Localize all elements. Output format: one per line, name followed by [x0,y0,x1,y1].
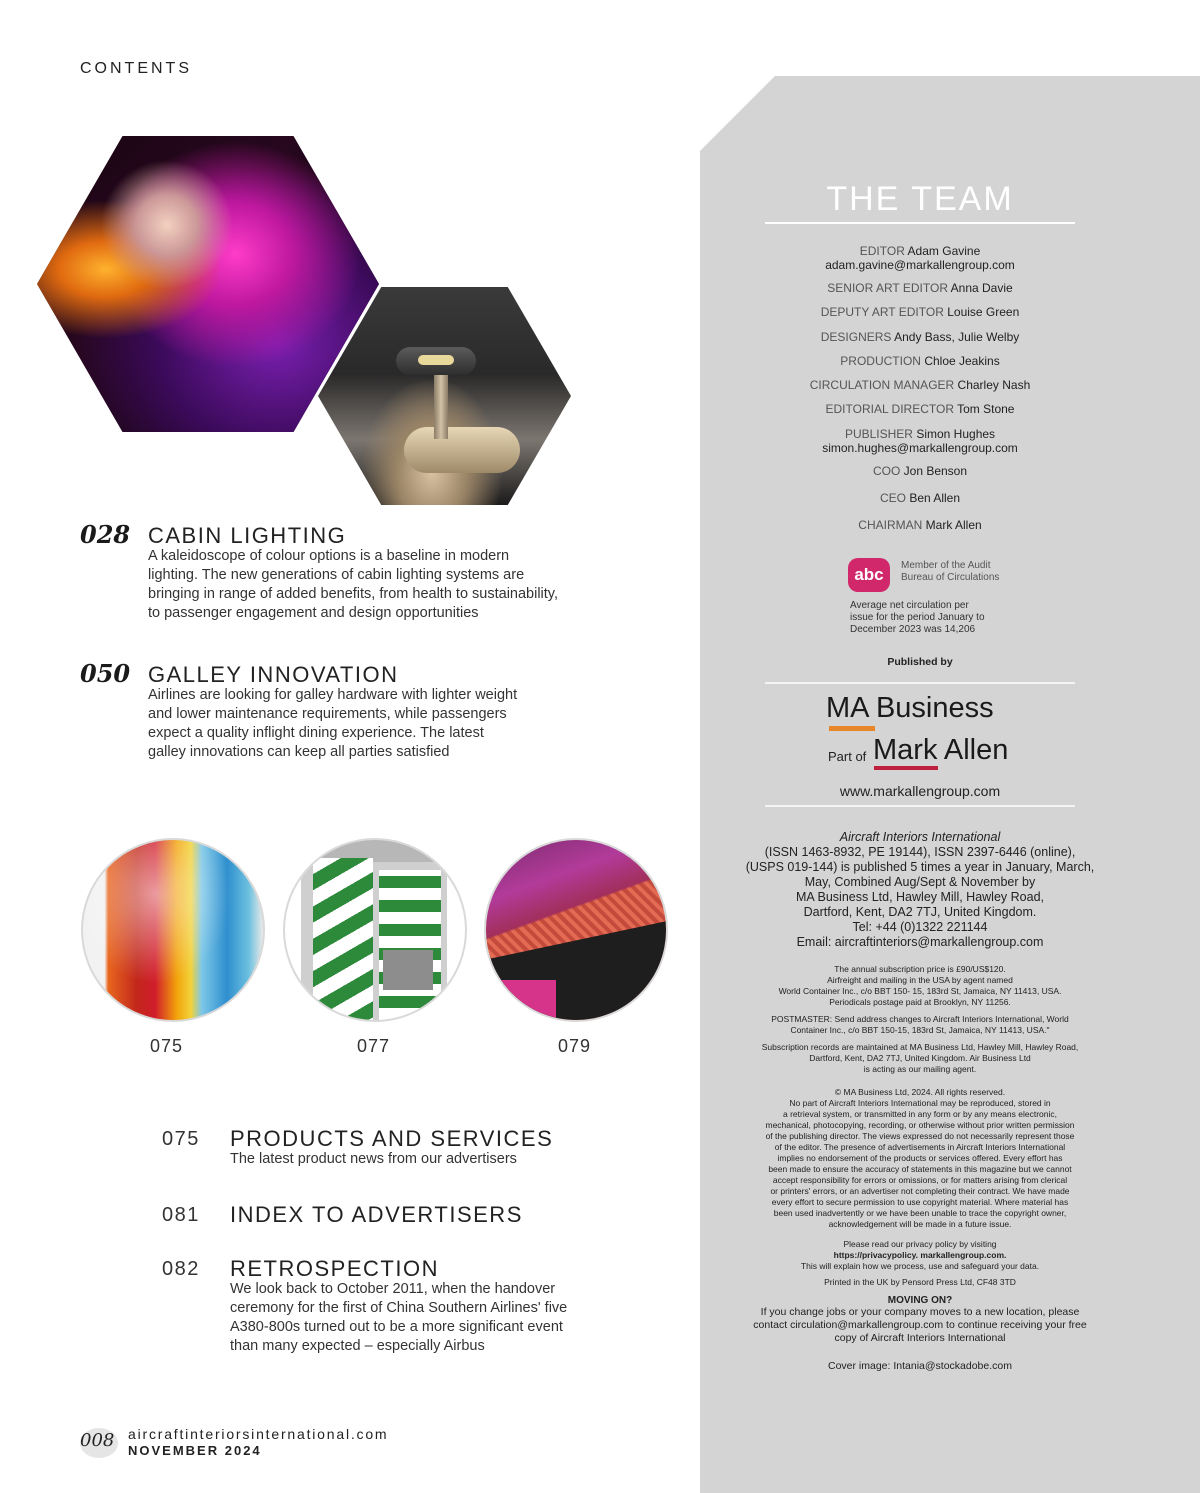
staff-publisher: PUBLISHER Simon Hughes simon.hughes@markallengroup.com [822,427,1018,455]
page-ref-label: 079 [558,1036,592,1056]
footer-date: NOVEMBER 2024 [128,1443,262,1458]
staff-editor: EDITOR Adam Gavine adam.gavine@markallengroup.com [825,244,1015,272]
records-info: Subscription records are maintained at MA Business Ltd, Hawley Mill, Hawley Road, Dartford, Kent, DA2 7TJ, United Kingdom. Air Business Ltd is acting as our mailing agent. [761,1042,1079,1074]
footer-url[interactable]: aircraftinteriorsinternational.com [128,1426,389,1442]
feature-number: 050 [80,659,131,688]
divider [765,682,1075,684]
abc-logo: abc [848,558,890,592]
feature-title: CABIN LIGHTING [148,523,347,548]
staff-production: PRODUCTION Chloe Jeakins [840,354,1000,368]
page-ref-label: 077 [357,1036,391,1056]
imprint-details: Aircraft Interiors International (ISSN 1463-8932, PE 19144), ISSN 2397-6446 (online), (USPS 019-144) is published 5 times a year in January, March, May, Combined Aug/Sept & November by MA Business Ltd, Hawley Mill, Hawley Road, Dartford, Kent, DA2 7TJ, United Kingdom. Tel: +44 (0)1322 221144 Email: aircraftinteriors@markallengroup.com [745,830,1095,949]
abc-membership-text: Member of the Audit Bureau of Circulations [901,560,1000,583]
staff-editorial-director: EDITORIAL DIRECTOR Tom Stone [825,402,1015,416]
page-ref-label: 075 [150,1036,184,1056]
section-description: We look back to October 2011, when the handover ceremony for the first of China Southern Airlines' five A380-800s turned out to be a more significant event than many expected – especially Airbus [230,1281,568,1354]
section-number: 082 [162,1258,200,1280]
team-divider [765,222,1075,224]
staff-senior-art-editor: SENIOR ART EDITOR Anna Davie [827,281,1013,295]
section-number: 075 [162,1128,200,1150]
section-description: The latest product news from our advertisers [230,1151,517,1167]
publisher-website[interactable]: www.markallengroup.com [839,783,1001,799]
staff-coo: COO Jon Benson [872,464,968,478]
staff-designers: DESIGNERS Andy Bass, Julie Welby [820,330,1020,344]
ma-business-logo: MA Business [826,692,994,724]
page-number: 008 [80,1430,115,1451]
mark-allen-underline [874,766,938,770]
staff-chairman: CHAIRMAN Mark Allen [858,518,982,532]
galley-cart-image [283,838,467,1022]
staff-ceo: CEO Ben Allen [879,491,961,505]
mark-allen-logo: Mark Allen [873,734,1009,766]
feature-description: Airlines are looking for galley hardware with lighter weight and lower maintenance requirements, while passengers expect a quality inflight dining experience. The latest galley innovations can keep all parties satisfied [148,687,518,760]
moving-on-notice: MOVING ON? If you change jobs or your company moves to a new location, please contact circulation@markallengroup.com to continue receiving your free copy of Aircraft Interiors International [753,1295,1087,1344]
cover-credit: Cover image: Intania@stockadobe.com [827,1360,1012,1372]
feature-title: GALLEY INNOVATION [148,662,399,687]
colour-panels-image [81,838,265,1022]
published-by-label: Published by [887,656,953,668]
section-title: PRODUCTS AND SERVICES [230,1126,554,1151]
publisher-email[interactable]: simon.hughes@markallengroup.com [822,441,1018,455]
contents-label: CONTENTS [80,60,192,77]
privacy-link[interactable]: https://privacypolicy. markallengroup.com. [833,1250,1007,1260]
printer-credit: Printed in the UK by Pensord Press Ltd, CF48 3TD [824,1277,1016,1287]
team-title: THE TEAM [826,180,1014,218]
section-number: 081 [162,1204,200,1226]
privacy-notice: Please read our privacy policy by visiting https://privacypolicy. markallengroup.com. This will explain how we process, use and safeguard your data. [740,1239,1100,1272]
part-of-label: Part of [828,749,867,764]
section-title: INDEX TO ADVERTISERS [230,1202,523,1227]
feature-description: A kaleidoscope of colour options is a baseline in modern lighting. The new generations of cabin lighting systems are bringing in range of added benefits, from health to sustainability, to passenger engagement and design opportunities [148,548,559,621]
copyright-notice: © MA Business Ltd, 2024. All rights reserved. No part of Aircraft Interiors International may be reproduced, stored in a retrieval system, or transmitted in any form or by any means electronic, mechanical, photocopying, recording, or otherwise without prior written permission of the publishing director. The views expressed do not necessarily represent those of the editor. The presence of advertisements in Aircraft Interiors International implies no endorsement of the products or services offered. Every effort has been made to ensure the accuracy of statements in this magazine but we cannot accept responsibility for errors or omissions, or for matters arising from clerical or printers' errors, or an advertiser not completing their contract. We have made every effort to secure permission to use copyright material. Where material has been used inadvertently or we have been unable to trace the copyright owner, acknowledgement will be made in a future issue. [765,1087,1075,1229]
editor-email[interactable]: adam.gavine@markallengroup.com [825,258,1015,272]
section-title: RETROSPECTION [230,1256,439,1281]
staff-deputy-art-editor: DEPUTY ART EDITOR Louise Green [820,305,1020,319]
staff-circulation-manager: CIRCULATION MANAGER Charley Nash [809,378,1031,392]
circulation-statement: Average net circulation per issue for the period January to December 2023 was 14,206 [850,600,985,635]
ma-business-underline [829,726,875,731]
fabric-samples-image [484,838,668,1022]
postmaster-info: POSTMASTER: Send address changes to Aircraft Interiors International, World Container Inc., c/o BBT 150-15, 183rd St, Jamaica, NY 11413, USA." [771,1014,1069,1035]
divider [765,805,1075,807]
feature-number: 028 [80,520,131,549]
subscription-info: The annual subscription price is £90/US$120. Airfreight and mailing in the USA by agent named World Container Inc., c/o BBT 150- 15, 183rd St, Jamaica, NY 11413, USA. Periodicals postage paid at Brooklyn, NY 11256. [778,964,1062,1007]
